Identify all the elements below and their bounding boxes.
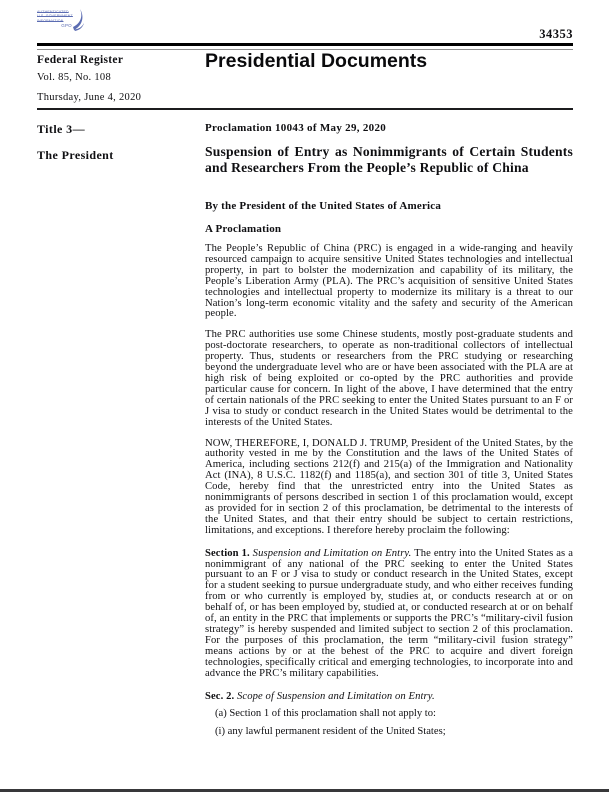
section-1-label: Section 1.: [205, 547, 250, 559]
paragraph-1: The People’s Republic of China (PRC) is engaged in a wide-ranging and heavily resourced campaign to acquire sensitive United States technologies and intellectual property, in part to bolster the modernization and capability of its military, the People’s Liberation Army (PLA). The PRC’s acquisition of sensitive United States technologies and intellectual property to modernize its military is a threat to our Nation’s long-term economic vitality and the safety and security of the American people.: [205, 243, 573, 320]
sidebar-subtitle-label: The President: [37, 148, 114, 162]
president-byline: By the President of the United States of America: [205, 200, 442, 212]
proclamation-heading: A Proclamation: [205, 223, 282, 235]
gpo-logo-text: [37, 7, 73, 29]
gpo-authentication-logo: [37, 7, 89, 33]
volume-line: Vol. 85, No. 108: [37, 72, 112, 83]
section-title: Presidential Documents: [205, 50, 428, 72]
section-2-label: Sec. 2.: [205, 690, 235, 702]
page-number: 34353: [539, 27, 573, 41]
section-2-item-a: (a) Section 1 of this proclamation shall not apply to:: [215, 708, 436, 720]
sidebar-title-label: Title 3—: [37, 122, 85, 136]
gpo-logo-line-2: U.S. GOVERNMENT: [37, 14, 73, 19]
gpo-eagle-swoosh-icon: [71, 7, 87, 33]
paragraph-3: NOW, THEREFORE, I, DONALD J. TRUMP, President of the United States, by the authority vested in me by the Constitution and the laws of the United States of America, including sections 212(f) and 215(a) of the Immigration and Nationality Act (INA), 8 U.S.C. 1182(f) and 1185(a), and section 301 of title 3, United States Code, hereby find that the unrestricted entry into the United States as nonimmigrants of persons described in section 1 of this proclamation would, except as provided for in section 2 of this proclamation, be detrimental to the interests of the United States, and that their entry should be subject to certain restrictions, limitations, and exceptions. I therefore hereby proclaim the following:: [205, 437, 573, 536]
section-1-italic-title: Suspension and Limitation on Entry.: [252, 547, 412, 559]
section-2-heading-line: [205, 692, 573, 703]
header-rule-thick: [37, 43, 573, 46]
section-2-italic-title: Scope of Suspension and Limitation on Entry.: [237, 690, 435, 702]
gpo-logo-line-4: GPO: [61, 23, 72, 29]
proclamation-content: [205, 122, 573, 738]
journal-name: Federal Register: [37, 54, 124, 66]
gpo-logo-line-3: INFORMATION: [37, 18, 64, 23]
proclamation-title: Suspension of Entry as Nonimmigrants of Certain Students and Researchers From the People’s Republic of China: [205, 144, 573, 175]
section-1-body: The entry into the United States as a nonimmigrant of any national of the PRC seeking to enter the United States pursuant to an F or J visa to study or conduct research in the United States, except for a student seeking to pursue undergraduate study, and who either receives funding from or who currently is employed by, studies at, or conducts research at or on behalf of, or has been employed by, studied at, or conducted research at or on behalf of, an entity in the PRC that implements or supports the PRC’s “military-civil fusion strategy” is hereby suspended and limited subject to section 2 of this proclamation. For the purposes of this proclamation, the term “military-civil fusion strategy” means actions by or at the behest of the PRC to acquire and divert foreign technologies, specifically critical and emerging technologies, to incorporate into and advance the PRC’s military capabilities.: [205, 547, 574, 679]
section-2-item-i: (i) any lawful permanent resident of the United States;: [215, 726, 446, 738]
paragraph-2: The PRC authorities use some Chinese students, mostly post-graduate students and post-doctorate researchers, to operate as non-traditional collectors of intellectual property. Thus, students or researchers from the PRC studying or researching beyond the undergraduate level who are or have been associated with the PLA are at high risk of being exploited or co-opted by the PRC authorities and provide particular cause for concern. In light of the above, I have determined that the entry of certain nationals of the PRC seeking to enter the United States pursuant to an F or J visa to study or conduct research in the United States would be detrimental to the interests of the United States.: [205, 329, 573, 428]
gpo-logo-line-1: AUTHENTICATED: [37, 10, 69, 14]
masthead-left-block: [37, 54, 141, 103]
title-sidebar: [37, 122, 187, 163]
date-line: Thursday, June 4, 2020: [37, 92, 142, 103]
section-1-paragraph: [205, 549, 573, 680]
masthead-divider-rule: [37, 108, 573, 110]
proclamation-number-line: Proclamation 10043 of May 29, 2020: [205, 122, 387, 134]
